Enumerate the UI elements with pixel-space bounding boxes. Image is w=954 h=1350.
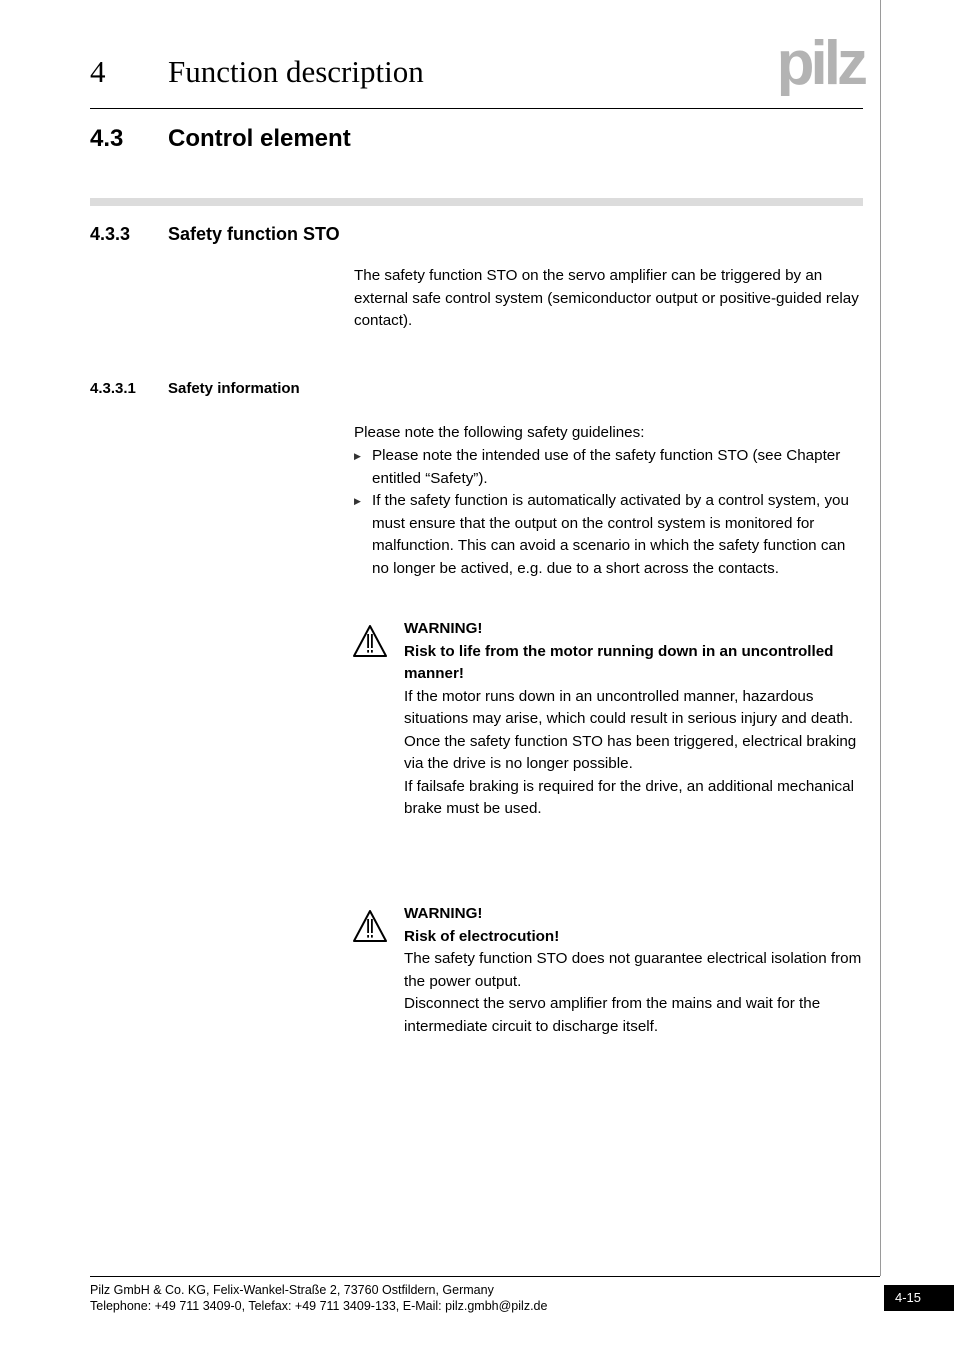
warning-body-text: If failsafe braking is required for the drive, an additional mechanical brake must be used. [404,777,854,817]
list-item-text: Please note the intended use of the safety function STO (see Chapter entitled “Safety”). [372,447,841,487]
subsubsection-title: Safety information [168,380,300,397]
list-item-text: If the safety function is automatically activated by a control system, you must ensure that the output on the control system is monitored for malfunction. This can avoid a scenario in which the safety function can no longer be actived, e.g. due to a short across the contacts. [372,492,849,577]
bullet-arrow-icon: ▶ [354,496,361,506]
warning-triangle-icon [352,624,388,658]
subsection-number: 4.3.3 [90,224,131,244]
chapter-number: 4 [90,54,106,89]
warning-block [404,903,866,1038]
page-number: 4-15 [895,1290,922,1305]
warning-label: WARNING! [404,620,483,637]
safety-guidelines-intro: Please note the following safety guidelines: [354,424,645,441]
svg-text:pilz: pilz [776,29,864,96]
warning-block [404,618,866,821]
bullet-arrow-icon: ▶ [354,451,361,461]
section-title: Control element [168,125,351,152]
chapter-title: Function description [168,54,424,89]
sto-description-paragraph: The safety function STO on the servo amplifier can be triggered by an external safe control system (semiconductor output or positive-guided relay contact). [354,267,859,329]
header-rule [90,108,863,109]
footer-contact: Telephone: +49 711 3409-0, Telefax: +49 711 3409-133, E-Mail: pilz.gmbh@pilz.de [90,1299,548,1313]
section-divider-bar [90,198,863,206]
warning-body-text: Disconnect the servo amplifier from the mains and wait for the intermediate circuit to discharge itself. [404,995,821,1035]
footer-rule [90,1276,880,1277]
section-number: 4.3 [90,125,124,152]
warning-body-text: The safety function STO does not guarantee electrical isolation from the power output. [404,950,862,990]
page-margin-line [880,0,881,1276]
warning-headline: Risk of electrocution! [404,927,560,945]
warning-headline: Risk to life from the motor running down in an uncontrolled manner! [404,642,834,682]
page-number-badge [884,1285,954,1311]
warning-label: WARNING! [404,905,483,922]
warning-triangle-icon [352,909,388,943]
subsection-title: Safety function STO [168,224,340,244]
pilz-logo [746,26,866,96]
warning-body-text: Once the safety function STO has been triggered, electrical braking via the drive is no longer possible. [404,732,857,772]
footer-address: Pilz GmbH & Co. KG, Felix-Wankel-Straße 2, 73760 Ostfildern, Germany [90,1283,494,1297]
warning-body-text: If the motor runs down in an uncontrolled manner, hazardous situations may arise, which could result in serious injury and death. [404,687,854,727]
subsubsection-number: 4.3.3.1 [90,380,136,397]
